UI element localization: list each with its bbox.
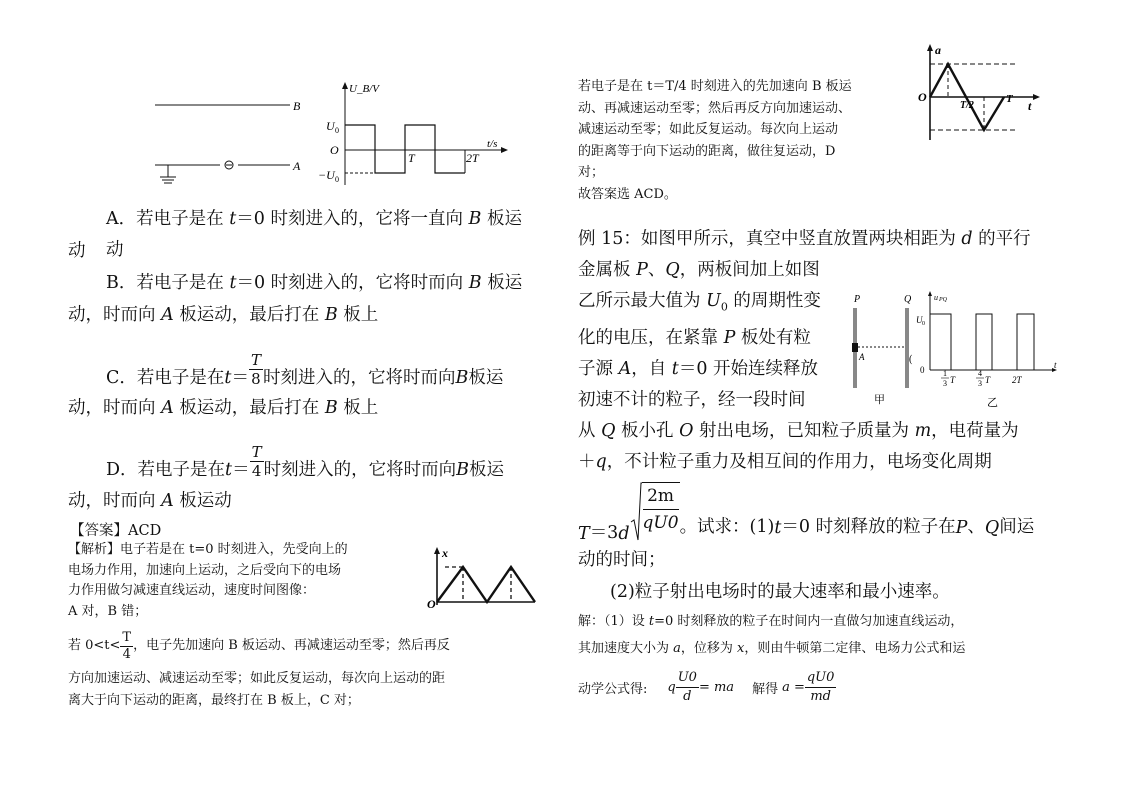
svg-text:u: u	[934, 293, 938, 302]
svg-text:0: 0	[920, 365, 925, 375]
analysis-block: 【解析】电子若是在 t=0 时刻进入，先受向上的 电场力作用，加速向上运动，之后受向下的电场 力作用做匀减速直线运动，速度时间图像： A 对，B 错；	[68, 542, 348, 619]
answer-label: 【答案】ACD	[70, 523, 162, 539]
ex15-line11: (2)粒子射出电场时的最大速率和最小速率。	[610, 582, 950, 602]
tick-2t: 2T	[466, 151, 479, 165]
x-axis-label: t/s	[487, 138, 498, 150]
particle-source-icon	[852, 343, 858, 352]
svg-text:T/2: T/2	[960, 100, 974, 111]
figure-xt-graph	[425, 545, 540, 610]
figure-plates-voltage	[150, 80, 530, 195]
option-c-line1: C．若电子是在 t ＝ $\frac{T}{8}$ 时刻进入的，它将时而向 B 板运	[106, 351, 504, 388]
svg-text:P: P	[854, 294, 861, 305]
svg-text:O: O	[427, 597, 436, 610]
svg-text:Q: Q	[904, 294, 912, 305]
svg-text:3: 3	[978, 379, 982, 388]
solution-block: 解：（1）设 t=0 时刻释放的粒子在时间内一直做匀加速直线运动， 其加速度大小为 a，位移为 x，则由牛顿第二定律、电场力公式和运	[578, 614, 966, 656]
svg-text:T: T	[1006, 93, 1013, 105]
svg-text:O: O	[918, 90, 927, 104]
origin-label: O	[330, 143, 339, 157]
label-jia: 甲	[874, 394, 885, 406]
svg-text:A: A	[859, 352, 865, 362]
period-formula-line: T ＝3 d $\frac{2m}{qU0}$ 。试求：(1) t ＝0 时刻释放的粒子在 P 、 Q 间运	[578, 478, 1058, 544]
option-b-line2: 动，时而向 A 板运动，最后打在 B 板上	[68, 305, 379, 325]
svg-text:T: T	[950, 375, 956, 385]
solution-equations: 动学公式得: q $\frac{U0}{d}$ = ma 解得 a = $\frac{qU0}{md}$	[578, 669, 835, 704]
analysis-tail: 方向加速运动、减速运动至零；如此反复运动，每次向上运动的距 离大于向下运动的距离，最终打在 B 板上，C 对；	[68, 671, 446, 708]
svg-text:t: t	[1054, 360, 1057, 370]
plate-b-label: B	[293, 99, 301, 113]
y-axis-label: U_B/V	[349, 83, 379, 95]
svg-text:PQ: PQ	[939, 297, 947, 303]
svg-text:x: x	[442, 546, 448, 560]
right-top-text: 若电子是在 t＝T/4 时刻进入的先加速向 B 板运 动、再减速运动至零；然后再反方向加速运动、 减速运动至零；如此反复运动。每次向上运动 的距离等于向下运动的距离，做往复运动，D 对； 故答案选 ACD。	[578, 79, 852, 202]
option-c-line2: 动，时而向 A 板运动，最后打在 B 板上	[68, 398, 379, 418]
svg-text:U: U	[916, 315, 923, 325]
svg-text:0: 0	[335, 175, 339, 184]
option-d-line1: D．若电子是在 t ＝ $\frac{T}{4}$ 时刻进入的，它将时而向 B 板运	[106, 443, 504, 480]
svg-text:t: t	[1028, 99, 1032, 113]
plate-a-label: A	[293, 159, 301, 173]
example-15: 例 15：如图甲所示，真空中竖直放置两块相距为 d 的平行 金属板 P、Q，两板间加上如图 乙所示最大值为 $U_0$ 的周期性变 化的电压，在紧靠 P 板处有粒 子源 A，自 t＝0 开始连续释放 初速不计的粒子，经一段时间 从 Q 板小孔 O 射出电场，已知粒子质量为 m，电荷量为 ＋q，不计粒子重力及相互间的作用力，电场变化周期	[578, 229, 1031, 472]
tick-t: T	[408, 151, 415, 165]
figure-at-graph	[918, 42, 1043, 142]
voltage-square-wave-chart	[150, 80, 530, 195]
analysis-line5: 若 0<t< $\frac{T}{4}$ ，电子先加速向 B 板运动、再减速运动至零；然后再反	[68, 629, 450, 662]
svg-text:0: 0	[335, 126, 339, 135]
svg-text:2T: 2T	[1012, 375, 1022, 385]
svg-text:a: a	[935, 43, 941, 57]
svg-text:T: T	[985, 375, 991, 385]
label-yi: 乙	[987, 397, 998, 409]
option-b-line1: B．若电子是在 t＝0 时刻进入的，它将时而向 B 板运	[106, 273, 523, 293]
ex15-line10: 动的时间；	[578, 550, 666, 570]
u0-label: U	[326, 119, 335, 133]
figure-pq-plates	[842, 288, 1062, 413]
neg-u0-label: −U	[318, 168, 335, 182]
pq-voltage-series	[930, 314, 1034, 370]
xt-series	[437, 567, 535, 602]
svg-text:0: 0	[922, 321, 925, 327]
svg-text:(: (	[909, 354, 913, 365]
svg-text:3: 3	[943, 379, 947, 388]
svg-text:1: 1	[943, 369, 947, 378]
option-d-line2: 动，时而向 A 板运动	[68, 491, 232, 511]
option-a: A．若电子是在 t＝0 时刻进入的，它将一直向 B 板运动	[106, 209, 522, 260]
svg-text:4: 4	[978, 369, 982, 378]
